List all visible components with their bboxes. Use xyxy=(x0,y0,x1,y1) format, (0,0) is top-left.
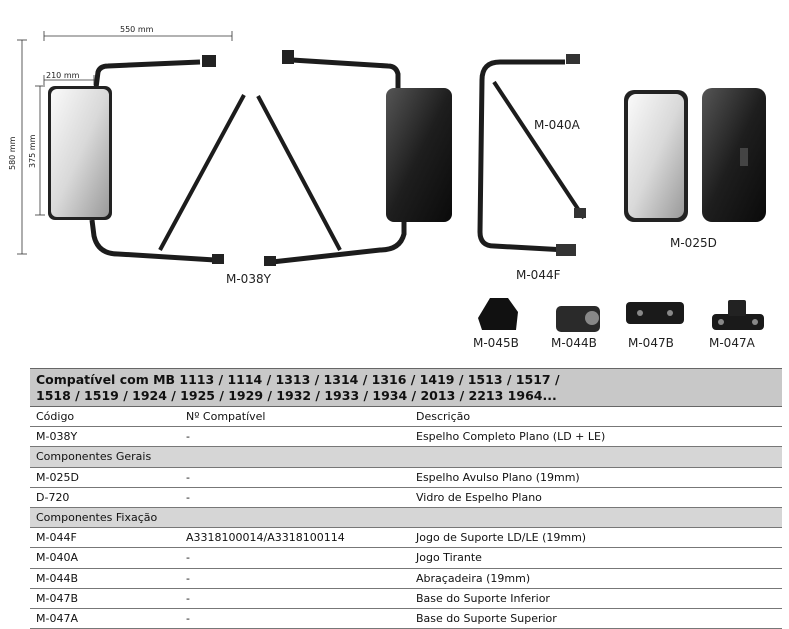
cell-compat: - xyxy=(186,571,190,585)
col-header-compat: Nº Compatível xyxy=(186,410,266,424)
cell-codigo: M-047B xyxy=(36,591,79,605)
cell-codigo: M-038Y xyxy=(36,430,78,444)
dim-210: 210 mm xyxy=(46,71,80,80)
cell-descricao: Base do Suporte Inferior xyxy=(416,591,550,605)
label-m047b: M-047B xyxy=(628,336,674,350)
cell-compat: - xyxy=(186,551,190,565)
label-m044f: M-044F xyxy=(516,268,561,282)
table-row xyxy=(30,488,782,508)
table-row xyxy=(30,548,782,568)
cell-compat: - xyxy=(186,611,190,625)
table-row xyxy=(30,427,782,447)
section-label: Componentes Gerais xyxy=(36,450,152,464)
label-m025d: M-025D xyxy=(670,236,717,250)
table-title-line-2: 1518 / 1519 / 1924 / 1925 / 1929 / 1932 / 1933 / 1934 / 2013 / 2213 1964... xyxy=(36,388,557,403)
label-m038y: M-038Y xyxy=(226,272,271,286)
cell-codigo: M-047A xyxy=(36,611,78,625)
table-row xyxy=(30,528,782,548)
cell-descricao: Abraçadeira (19mm) xyxy=(416,571,531,585)
mirror-m025d-drawing xyxy=(624,88,766,222)
cell-codigo: M-044F xyxy=(36,531,77,545)
clamp-m044b-drawing xyxy=(556,306,600,332)
cell-codigo: D-720 xyxy=(36,490,70,504)
cell-compat: - xyxy=(186,490,190,504)
cell-descricao: Jogo Tirante xyxy=(416,551,482,565)
clip-m045b-drawing xyxy=(478,298,518,330)
label-m040a: M-040A xyxy=(534,118,580,132)
mirror-right-drawing xyxy=(258,50,452,266)
base-m047a-drawing xyxy=(712,300,764,330)
cell-descricao: Espelho Avulso Plano (19mm) xyxy=(416,470,580,484)
cell-compat: - xyxy=(186,591,190,605)
compatibility-table xyxy=(30,368,782,629)
dim-550: 550 mm xyxy=(120,25,154,34)
table-header-row xyxy=(30,407,782,427)
table-title-line-1: Compatível com MB 1113 / 1114 / 1313 / 1314 / 1316 / 1419 / 1513 / 1517 / xyxy=(36,372,560,387)
table-section-row xyxy=(30,447,782,467)
label-m045b: M-045B xyxy=(473,336,519,350)
table-row xyxy=(30,609,782,629)
section-label: Componentes Fixação xyxy=(36,511,158,525)
cell-codigo: M-040A xyxy=(36,551,78,565)
tierod-m040a-drawing xyxy=(494,82,586,218)
label-m047a: M-047A xyxy=(709,336,755,350)
table-section-row xyxy=(30,508,782,528)
table-row xyxy=(30,589,782,609)
cell-descricao: Jogo de Suporte LD/LE (19mm) xyxy=(416,531,587,545)
mirror-left-drawing xyxy=(48,55,244,264)
table-row xyxy=(30,569,782,589)
cell-compat: A3318100014/A3318100114 xyxy=(186,531,345,545)
cell-descricao: Vidro de Espelho Plano xyxy=(416,490,542,504)
cell-codigo: M-044B xyxy=(36,571,79,585)
col-header-descricao: Descrição xyxy=(416,410,471,424)
label-m044b: M-044B xyxy=(551,336,597,350)
col-header-codigo: Código xyxy=(36,410,75,424)
dim-375: 375 mm xyxy=(28,134,37,168)
cell-descricao: Base do Suporte Superior xyxy=(416,611,557,625)
cell-compat: - xyxy=(186,430,190,444)
dim-580: 580 mm xyxy=(8,136,17,170)
base-m047b-drawing xyxy=(626,302,684,324)
table-title xyxy=(30,368,782,407)
cell-codigo: M-025D xyxy=(36,470,79,484)
cell-compat: - xyxy=(186,470,190,484)
cell-descricao: Espelho Completo Plano (LD + LE) xyxy=(416,430,606,444)
table-row xyxy=(30,468,782,488)
